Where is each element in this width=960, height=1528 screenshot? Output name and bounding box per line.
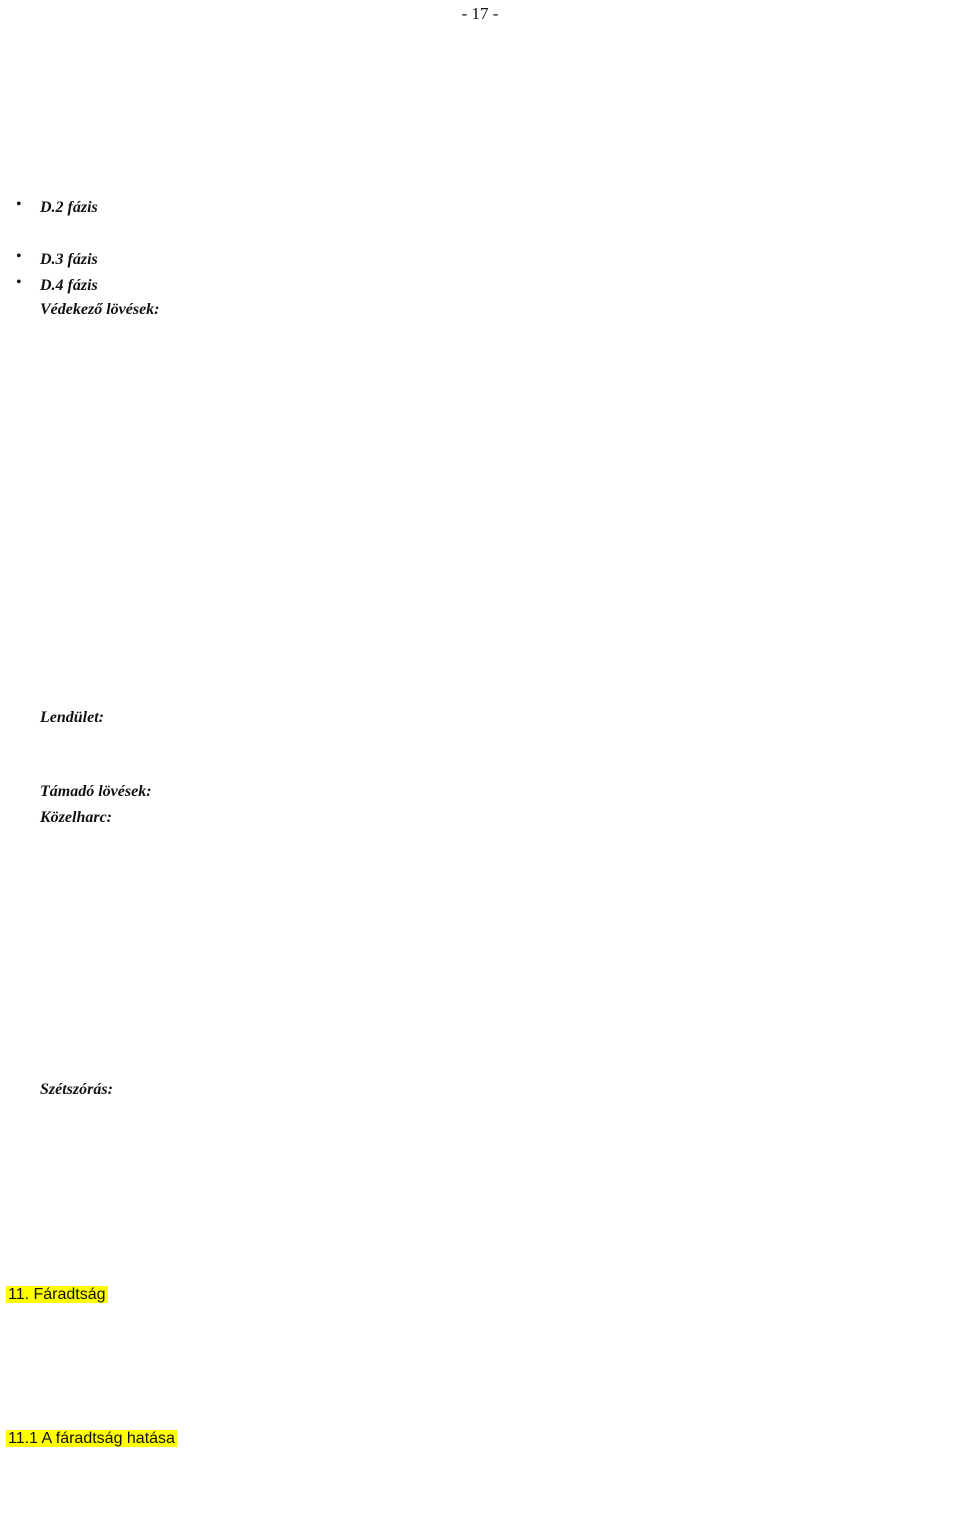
melee — [40, 806, 955, 830]
scatter-label: Szétszórás: — [40, 1081, 113, 1098]
section-11-1-heading-text: 11.1 A fáradtság hatása — [8, 1430, 175, 1447]
momentum — [40, 706, 955, 730]
defensive-fire — [40, 298, 955, 322]
attacking-fire — [40, 780, 955, 804]
section-11-1-heading — [6, 1430, 177, 1448]
bullet-d3: • — [16, 248, 22, 265]
phase-d4-label: D.4 fázis — [40, 277, 98, 294]
section-11-heading — [6, 1286, 108, 1304]
melee-label: Közelharc: — [40, 809, 112, 826]
phase-d2-label: D.2 fázis — [40, 199, 98, 216]
phase-d3-label: D.3 fázis — [40, 251, 98, 268]
phase-d3 — [40, 248, 955, 272]
attacking-fire-label: Támadó lövések: — [40, 783, 152, 800]
page-number: - 17 - — [461, 4, 499, 23]
bullet-d2: • — [16, 196, 22, 213]
section-11-heading-text: 11. Fáradtság — [8, 1286, 106, 1303]
defensive-fire-label: Védekező lövések: — [40, 301, 160, 318]
momentum-label: Lendület: — [40, 709, 104, 726]
scatter — [40, 1078, 955, 1102]
bullet-d4: • — [16, 274, 22, 291]
phase-d2 — [40, 196, 955, 220]
